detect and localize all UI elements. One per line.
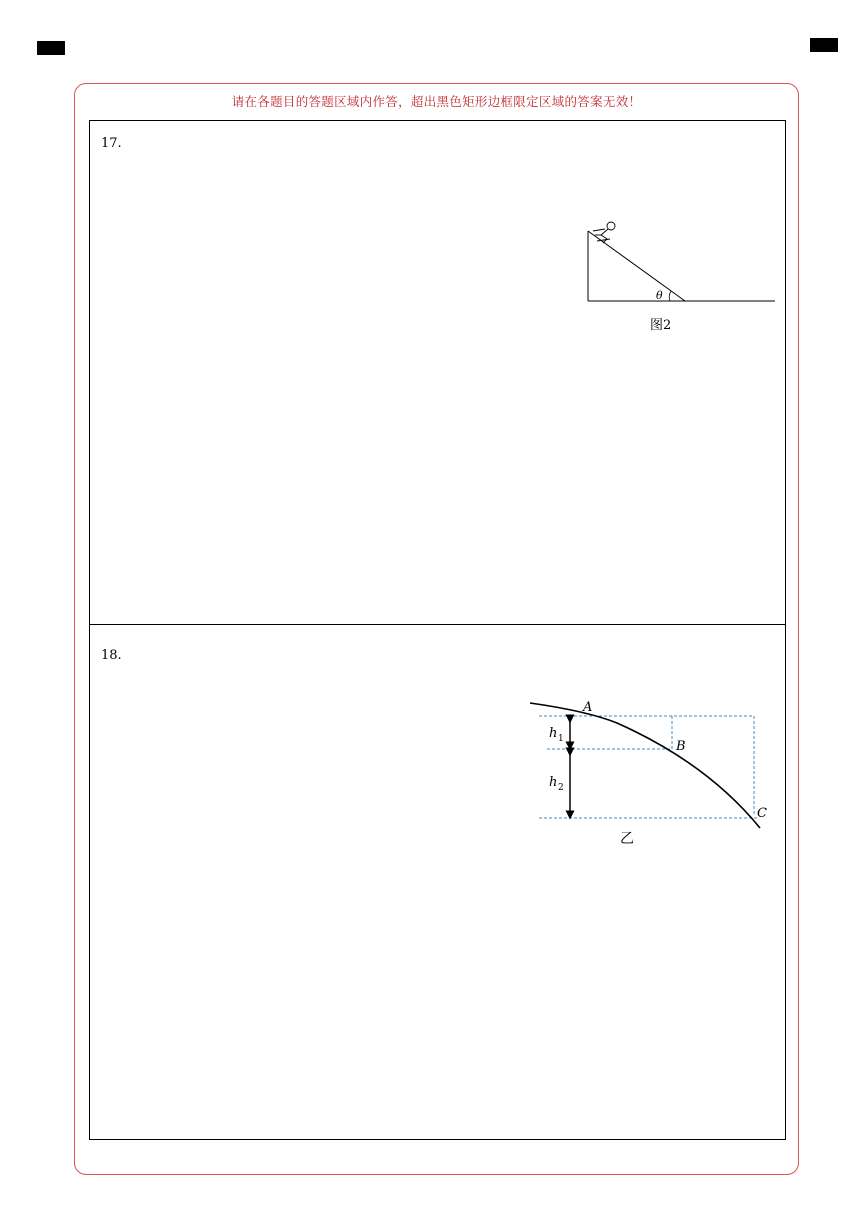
height-label-h2: h	[549, 775, 558, 790]
trajectory-curve	[530, 703, 760, 828]
incline-line	[588, 231, 685, 301]
answer-area-17[interactable]	[89, 120, 786, 625]
alignment-mark-left	[37, 41, 65, 55]
height-label-h1: h	[549, 726, 558, 741]
figure-incline	[583, 169, 783, 333]
figure-caption-18: 乙	[620, 831, 634, 847]
answer-area-18[interactable]	[89, 624, 786, 1140]
point-label-b: B	[676, 739, 686, 754]
point-label-a: A	[583, 700, 593, 715]
height-label-h2-subscript: 2	[558, 783, 564, 793]
figure-caption-17: 图2	[650, 318, 672, 333]
angle-arc	[669, 291, 671, 301]
guide-lines	[539, 716, 758, 818]
alignment-mark-right	[810, 38, 838, 52]
height-label-h1-subscript: 1	[558, 734, 564, 744]
question-number-17: 17.	[101, 136, 122, 151]
angle-label: θ	[656, 289, 663, 302]
figure-trajectory	[527, 695, 772, 855]
skier-icon	[593, 222, 615, 243]
point-label-c: C	[757, 806, 767, 821]
warning-text: 请在各题目的答题区域内作答，超出黑色矩形边框限定区域的答案无效！	[231, 94, 642, 109]
question-number-18: 18.	[101, 648, 122, 663]
